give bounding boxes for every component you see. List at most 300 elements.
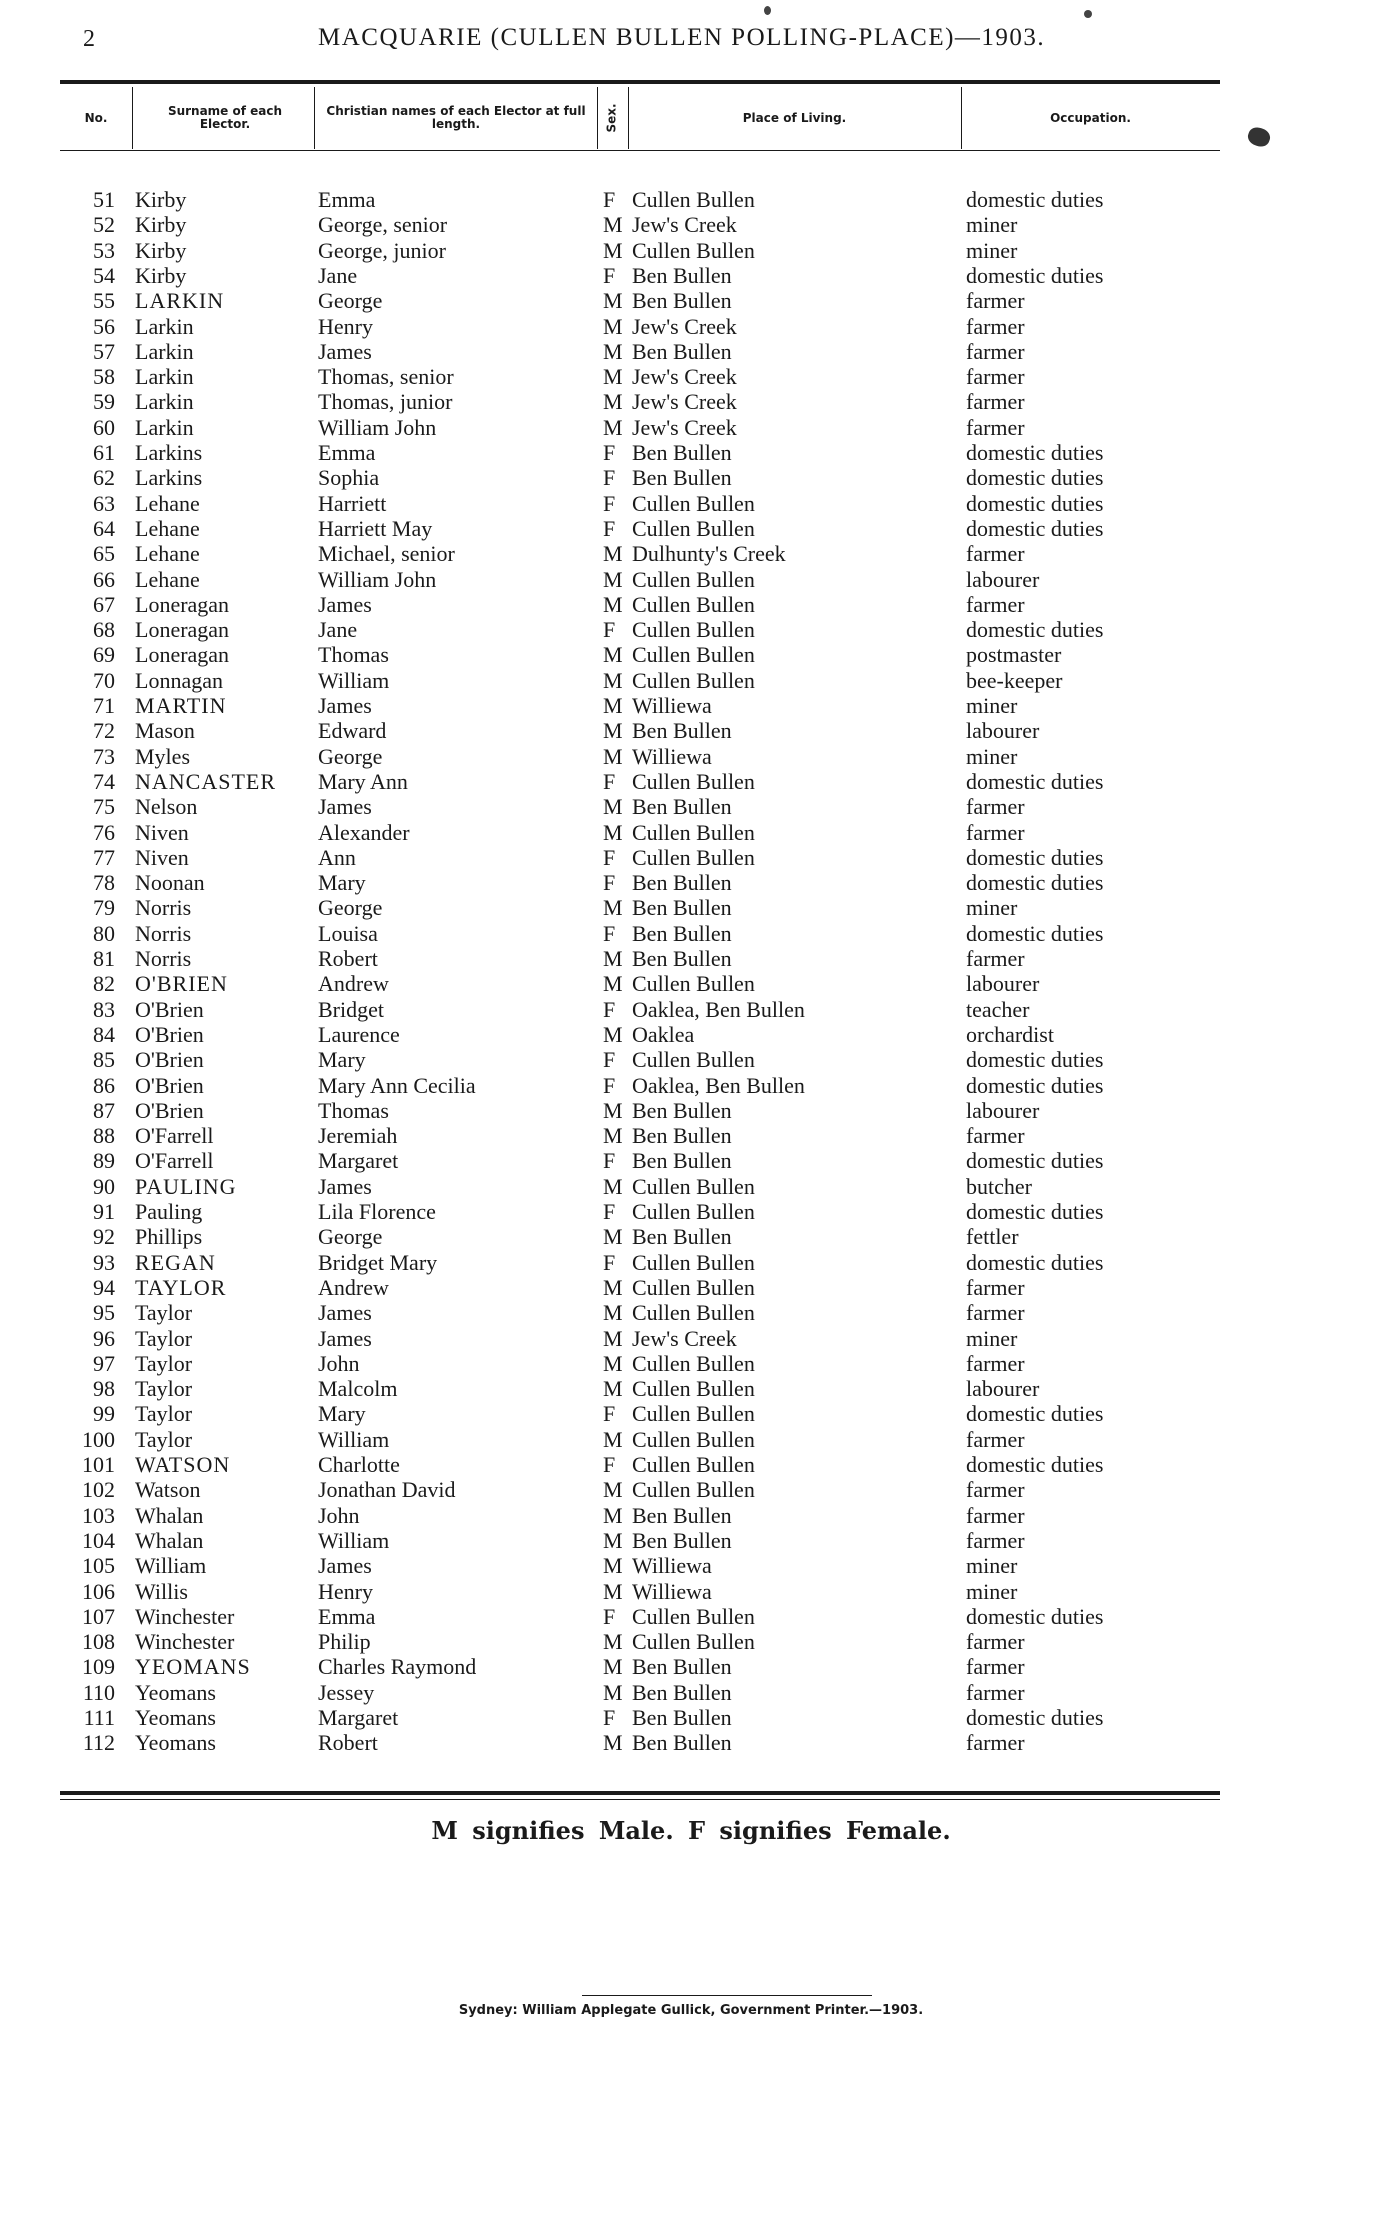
printer-imprint: Sydney: William Applegate Gullick, Government Printer.—1903. bbox=[458, 2003, 924, 2018]
elector-surname: O'Brien bbox=[135, 1021, 204, 1047]
elector-surname: Larkins bbox=[135, 465, 203, 491]
elector-surname: O'BRIEN bbox=[135, 971, 228, 997]
elector-sex: F bbox=[603, 1249, 616, 1275]
table-bottom-rule bbox=[60, 1791, 1220, 1795]
elector-sex: F bbox=[603, 262, 616, 288]
elector-number: 78 bbox=[93, 870, 115, 896]
ink-speck bbox=[1246, 125, 1273, 149]
elector-place: Williewa bbox=[632, 743, 712, 769]
elector-sex: F bbox=[603, 996, 616, 1022]
elector-number: 79 bbox=[93, 895, 115, 921]
elector-occupation: postmaster bbox=[966, 642, 1062, 668]
elector-place: Williewa bbox=[632, 1578, 712, 1604]
elector-surname: Larkin bbox=[135, 414, 194, 440]
elector-row bbox=[0, 1730, 1382, 1755]
elector-christian-names: Thomas bbox=[318, 642, 389, 668]
elector-place: Williewa bbox=[632, 693, 712, 718]
elector-sex: M bbox=[603, 1300, 623, 1326]
elector-surname: Taylor bbox=[135, 1300, 193, 1326]
elector-number: 63 bbox=[93, 490, 115, 516]
elector-sex: M bbox=[603, 642, 623, 668]
elector-place: Cullen Bullen bbox=[632, 971, 755, 997]
elector-number: 57 bbox=[93, 338, 115, 364]
elector-occupation: domestic duties bbox=[966, 1705, 1104, 1730]
elector-row bbox=[0, 238, 1382, 263]
elector-christian-names: James bbox=[318, 1553, 372, 1579]
elector-place: Ben Bullen bbox=[632, 288, 732, 314]
elector-row bbox=[0, 389, 1382, 414]
elector-surname: LARKIN bbox=[135, 288, 225, 314]
elector-row bbox=[0, 364, 1382, 389]
column-header-surname: Surname of each Elector. bbox=[167, 104, 283, 131]
elector-row bbox=[0, 212, 1382, 237]
elector-occupation: butcher bbox=[966, 1173, 1032, 1199]
elector-occupation: miner bbox=[966, 743, 1018, 769]
elector-number: 55 bbox=[93, 288, 115, 314]
elector-number: 106 bbox=[82, 1578, 115, 1604]
elector-row bbox=[0, 1629, 1382, 1654]
elector-place: Ben Bullen bbox=[632, 1705, 732, 1730]
elector-row bbox=[0, 1553, 1382, 1578]
elector-row bbox=[0, 1275, 1382, 1300]
elector-sex: F bbox=[603, 617, 616, 643]
elector-number: 73 bbox=[93, 743, 115, 769]
elector-row bbox=[0, 1680, 1382, 1705]
elector-occupation: domestic duties bbox=[966, 1047, 1104, 1073]
elector-place: Ben Bullen bbox=[632, 1123, 732, 1149]
elector-occupation: labourer bbox=[966, 1376, 1040, 1402]
elector-occupation: farmer bbox=[966, 1629, 1025, 1655]
elector-occupation: farmer bbox=[966, 1350, 1025, 1376]
elector-occupation: domestic duties bbox=[966, 1452, 1104, 1477]
elector-place: Jew's Creek bbox=[632, 389, 737, 415]
elector-number: 82 bbox=[93, 971, 115, 997]
elector-surname: PAULING bbox=[135, 1173, 237, 1199]
ink-speck bbox=[1084, 10, 1092, 18]
elector-occupation: domestic duties bbox=[966, 440, 1104, 465]
elector-place: Oaklea, Ben Bullen bbox=[632, 1072, 805, 1098]
elector-occupation: miner bbox=[966, 895, 1018, 921]
elector-row bbox=[0, 1250, 1382, 1275]
elector-surname: Niven bbox=[135, 819, 189, 845]
elector-place: Ben Bullen bbox=[632, 794, 732, 820]
elector-number: 101 bbox=[82, 1452, 115, 1477]
elector-sex: M bbox=[603, 1629, 623, 1655]
elector-number: 75 bbox=[93, 794, 115, 820]
elector-place: Cullen Bullen bbox=[632, 490, 755, 516]
elector-surname: Kirby bbox=[135, 187, 187, 212]
elector-number: 61 bbox=[93, 440, 115, 465]
elector-row bbox=[0, 187, 1382, 212]
elector-occupation: farmer bbox=[966, 1502, 1025, 1528]
elector-place: Cullen Bullen bbox=[632, 617, 755, 643]
elector-number: 92 bbox=[93, 1224, 115, 1250]
elector-number: 67 bbox=[93, 591, 115, 617]
elector-sex: F bbox=[603, 870, 616, 896]
elector-sex: F bbox=[603, 920, 616, 946]
elector-occupation: farmer bbox=[966, 338, 1025, 364]
elector-sex: M bbox=[603, 1654, 623, 1680]
elector-sex: F bbox=[603, 515, 616, 541]
elector-row bbox=[0, 1477, 1382, 1502]
elector-christian-names: Thomas bbox=[318, 1097, 389, 1123]
elector-row bbox=[0, 921, 1382, 946]
printer-rule bbox=[582, 1995, 872, 1996]
elector-sex: F bbox=[603, 1401, 616, 1427]
elector-place: Cullen Bullen bbox=[632, 1401, 755, 1427]
elector-christian-names: Emma bbox=[318, 1603, 376, 1629]
elector-christian-names: Edward bbox=[318, 718, 387, 744]
column-header-no: No. bbox=[84, 110, 108, 125]
elector-place: Cullen Bullen bbox=[632, 1350, 755, 1376]
elector-row bbox=[0, 820, 1382, 845]
elector-occupation: miner bbox=[966, 693, 1018, 718]
elector-occupation: domestic duties bbox=[966, 1148, 1104, 1174]
elector-number: 112 bbox=[82, 1730, 115, 1756]
elector-place: Cullen Bullen bbox=[632, 667, 755, 693]
column-header-sex-label: Sex. bbox=[605, 103, 619, 133]
elector-place: Cullen Bullen bbox=[632, 187, 755, 212]
elector-row bbox=[0, 339, 1382, 364]
elector-christian-names: Jeremiah bbox=[318, 1123, 398, 1149]
elector-number: 83 bbox=[93, 996, 115, 1022]
elector-sex: M bbox=[603, 1578, 623, 1604]
elector-surname: Niven bbox=[135, 844, 189, 870]
elector-christian-names: Henry bbox=[318, 313, 373, 339]
elector-place: Cullen Bullen bbox=[632, 642, 755, 668]
elector-occupation: labourer bbox=[966, 566, 1040, 592]
elector-place: Cullen Bullen bbox=[632, 819, 755, 845]
elector-christian-names: Harriett bbox=[318, 490, 387, 516]
elector-row bbox=[0, 845, 1382, 870]
elector-number: 108 bbox=[82, 1629, 115, 1655]
elector-christian-names: Harriett May bbox=[318, 515, 433, 541]
elector-christian-names: George bbox=[318, 895, 383, 921]
elector-christian-names: James bbox=[318, 1300, 372, 1326]
elector-christian-names: Jane bbox=[318, 262, 358, 288]
elector-sex: F bbox=[603, 1705, 616, 1730]
elector-place: Ben Bullen bbox=[632, 946, 732, 971]
elector-christian-names: William bbox=[318, 1426, 390, 1452]
elector-occupation: farmer bbox=[966, 541, 1025, 567]
elector-surname: Norris bbox=[135, 946, 192, 971]
elector-christian-names: George bbox=[318, 743, 383, 769]
elector-row bbox=[0, 744, 1382, 769]
header-bottom-rule bbox=[60, 150, 1220, 151]
elector-row bbox=[0, 1654, 1382, 1679]
elector-sex: F bbox=[603, 1603, 616, 1629]
elector-occupation: farmer bbox=[966, 1730, 1025, 1756]
elector-occupation: teacher bbox=[966, 996, 1030, 1022]
elector-row bbox=[0, 1098, 1382, 1123]
elector-number: 111 bbox=[83, 1705, 115, 1730]
elector-occupation: farmer bbox=[966, 313, 1025, 339]
elector-christian-names: Mary bbox=[318, 1401, 366, 1427]
elector-number: 98 bbox=[93, 1376, 115, 1402]
elector-row bbox=[0, 314, 1382, 339]
elector-number: 56 bbox=[93, 313, 115, 339]
elector-row bbox=[0, 1452, 1382, 1477]
elector-place: Ben Bullen bbox=[632, 895, 732, 921]
elector-sex: M bbox=[603, 541, 623, 567]
elector-christian-names: William John bbox=[318, 414, 437, 440]
elector-row bbox=[0, 1579, 1382, 1604]
elector-number: 94 bbox=[93, 1274, 115, 1300]
elector-number: 91 bbox=[93, 1199, 115, 1224]
elector-place: Jew's Creek bbox=[632, 313, 737, 339]
elector-number: 104 bbox=[82, 1527, 115, 1553]
elector-place: Cullen Bullen bbox=[632, 1173, 755, 1199]
elector-occupation: bee-keeper bbox=[966, 667, 1063, 693]
elector-christian-names: John bbox=[318, 1502, 360, 1528]
elector-row bbox=[0, 1401, 1382, 1426]
elector-surname: Lehane bbox=[135, 490, 200, 516]
elector-row bbox=[0, 1148, 1382, 1173]
elector-place: Jew's Creek bbox=[632, 1325, 737, 1351]
elector-number: 105 bbox=[82, 1553, 115, 1579]
elector-sex: M bbox=[603, 1274, 623, 1300]
elector-surname: O'Farrell bbox=[135, 1123, 214, 1149]
elector-christian-names: John bbox=[318, 1350, 360, 1376]
elector-surname: Norris bbox=[135, 895, 192, 921]
elector-row bbox=[0, 1503, 1382, 1528]
header-top-rule bbox=[60, 80, 1220, 84]
elector-sex: M bbox=[603, 313, 623, 339]
elector-number: 86 bbox=[93, 1072, 115, 1098]
elector-row bbox=[0, 1022, 1382, 1047]
elector-christian-names: Bridget Mary bbox=[318, 1249, 438, 1275]
elector-occupation: domestic duties bbox=[966, 1401, 1104, 1427]
elector-sex: M bbox=[603, 364, 623, 390]
elector-christian-names: Margaret bbox=[318, 1705, 399, 1730]
elector-number: 51 bbox=[93, 187, 115, 212]
elector-occupation: domestic duties bbox=[966, 465, 1104, 491]
elector-place: Cullen Bullen bbox=[632, 237, 755, 263]
table-bottom-rule-thin bbox=[60, 1799, 1220, 1800]
elector-number: 97 bbox=[93, 1350, 115, 1376]
elector-row bbox=[0, 1376, 1382, 1401]
column-divider bbox=[314, 87, 315, 149]
elector-surname: Kirby bbox=[135, 212, 187, 238]
elector-row bbox=[0, 1427, 1382, 1452]
elector-christian-names: Thomas, senior bbox=[318, 364, 454, 390]
elector-occupation: domestic duties bbox=[966, 844, 1104, 870]
elector-surname: Larkins bbox=[135, 440, 203, 465]
elector-surname: Whalan bbox=[135, 1502, 204, 1528]
elector-occupation: domestic duties bbox=[966, 1603, 1104, 1629]
elector-row bbox=[0, 1123, 1382, 1148]
elector-occupation: miner bbox=[966, 1325, 1018, 1351]
elector-sex: M bbox=[603, 1350, 623, 1376]
elector-christian-names: Louisa bbox=[318, 920, 378, 946]
elector-place: Cullen Bullen bbox=[632, 1603, 755, 1629]
elector-occupation: miner bbox=[966, 237, 1018, 263]
elector-occupation: fettler bbox=[966, 1224, 1019, 1250]
elector-number: 107 bbox=[82, 1603, 115, 1629]
elector-number: 90 bbox=[93, 1173, 115, 1199]
elector-sex: F bbox=[603, 1199, 616, 1224]
ink-speck bbox=[764, 6, 771, 15]
elector-occupation: farmer bbox=[966, 591, 1025, 617]
elector-place: Cullen Bullen bbox=[632, 591, 755, 617]
elector-christian-names: Mary Ann bbox=[318, 768, 408, 794]
elector-row bbox=[0, 1073, 1382, 1098]
elector-christian-names: George bbox=[318, 288, 383, 314]
elector-number: 99 bbox=[93, 1401, 115, 1427]
elector-christian-names: Margaret bbox=[318, 1148, 399, 1174]
elector-surname: WATSON bbox=[135, 1452, 231, 1477]
elector-sex: M bbox=[603, 743, 623, 769]
elector-surname: O'Brien bbox=[135, 996, 204, 1022]
elector-surname: Watson bbox=[135, 1477, 201, 1503]
elector-row bbox=[0, 415, 1382, 440]
elector-surname: William bbox=[135, 1553, 207, 1579]
elector-number: 70 bbox=[93, 667, 115, 693]
elector-christian-names: William John bbox=[318, 566, 437, 592]
elector-occupation: domestic duties bbox=[966, 262, 1104, 288]
elector-row bbox=[0, 642, 1382, 667]
elector-christian-names: Mary bbox=[318, 870, 366, 896]
elector-christian-names: Jane bbox=[318, 617, 358, 643]
elector-occupation: farmer bbox=[966, 946, 1025, 971]
elector-number: 52 bbox=[93, 212, 115, 238]
elector-christian-names: William bbox=[318, 1527, 390, 1553]
elector-sex: M bbox=[603, 1224, 623, 1250]
elector-surname: Yeomans bbox=[135, 1679, 216, 1705]
elector-christian-names: Ann bbox=[318, 844, 356, 870]
elector-christian-names: George, senior bbox=[318, 212, 448, 238]
elector-sex: M bbox=[603, 946, 623, 971]
elector-row bbox=[0, 440, 1382, 465]
elector-place: Ben Bullen bbox=[632, 465, 732, 491]
elector-number: 66 bbox=[93, 566, 115, 592]
elector-row bbox=[0, 491, 1382, 516]
elector-sex: M bbox=[603, 1553, 623, 1579]
elector-christian-names: Robert bbox=[318, 946, 378, 971]
elector-number: 76 bbox=[93, 819, 115, 845]
elector-christian-names: Bridget bbox=[318, 996, 384, 1022]
elector-christian-names: Jonathan David bbox=[318, 1477, 456, 1503]
elector-surname: Lehane bbox=[135, 541, 200, 567]
elector-row bbox=[0, 1705, 1382, 1730]
elector-surname: Whalan bbox=[135, 1527, 204, 1553]
elector-occupation: domestic duties bbox=[966, 870, 1104, 896]
elector-place: Cullen Bullen bbox=[632, 1300, 755, 1326]
elector-row bbox=[0, 592, 1382, 617]
elector-sex: M bbox=[603, 1376, 623, 1402]
elector-christian-names: Charlotte bbox=[318, 1452, 400, 1477]
elector-occupation: labourer bbox=[966, 718, 1040, 744]
elector-place: Williewa bbox=[632, 1553, 712, 1579]
elector-surname: Kirby bbox=[135, 237, 187, 263]
elector-number: 80 bbox=[93, 920, 115, 946]
elector-sex: M bbox=[603, 389, 623, 415]
elector-occupation: labourer bbox=[966, 971, 1040, 997]
elector-place: Cullen Bullen bbox=[632, 844, 755, 870]
elector-surname: YEOMANS bbox=[135, 1654, 251, 1680]
elector-number: 109 bbox=[82, 1654, 115, 1680]
elector-sex: M bbox=[603, 819, 623, 845]
elector-place: Jew's Creek bbox=[632, 364, 737, 390]
elector-sex: M bbox=[603, 1021, 623, 1047]
elector-sex: F bbox=[603, 440, 616, 465]
elector-number: 68 bbox=[93, 617, 115, 643]
elector-place: Cullen Bullen bbox=[632, 1047, 755, 1073]
elector-sex: M bbox=[603, 1123, 623, 1149]
elector-row bbox=[0, 1224, 1382, 1249]
elector-place: Ben Bullen bbox=[632, 262, 732, 288]
elector-occupation: domestic duties bbox=[966, 1199, 1104, 1224]
elector-place: Ben Bullen bbox=[632, 870, 732, 896]
elector-number: 103 bbox=[82, 1502, 115, 1528]
elector-christian-names: Mary Ann Cecilia bbox=[318, 1072, 476, 1098]
elector-number: 96 bbox=[93, 1325, 115, 1351]
elector-number: 95 bbox=[93, 1300, 115, 1326]
elector-surname: O'Brien bbox=[135, 1072, 204, 1098]
page-number: 2 bbox=[83, 26, 95, 52]
elector-occupation: domestic duties bbox=[966, 920, 1104, 946]
elector-place: Cullen Bullen bbox=[632, 1249, 755, 1275]
elector-occupation: domestic duties bbox=[966, 515, 1104, 541]
elector-number: 72 bbox=[93, 718, 115, 744]
elector-occupation: farmer bbox=[966, 1679, 1025, 1705]
elector-row bbox=[0, 1604, 1382, 1629]
elector-christian-names: Philip bbox=[318, 1629, 371, 1655]
elector-row bbox=[0, 1528, 1382, 1553]
elector-occupation: labourer bbox=[966, 1097, 1040, 1123]
elector-row bbox=[0, 465, 1382, 490]
elector-number: 89 bbox=[93, 1148, 115, 1174]
elector-place: Cullen Bullen bbox=[632, 1274, 755, 1300]
elector-place: Cullen Bullen bbox=[632, 1426, 755, 1452]
column-divider bbox=[132, 87, 133, 149]
elector-surname: Pauling bbox=[135, 1199, 203, 1224]
elector-surname: Taylor bbox=[135, 1426, 193, 1452]
elector-christian-names: Andrew bbox=[318, 971, 389, 997]
elector-sex: M bbox=[603, 1527, 623, 1553]
elector-sex: M bbox=[603, 1477, 623, 1503]
elector-row bbox=[0, 870, 1382, 895]
elector-sex: M bbox=[603, 1097, 623, 1123]
elector-christian-names: Alexander bbox=[318, 819, 410, 845]
elector-christian-names: Thomas, junior bbox=[318, 389, 453, 415]
elector-place: Dulhunty's Creek bbox=[632, 541, 786, 567]
elector-surname: Noonan bbox=[135, 870, 205, 896]
elector-occupation: domestic duties bbox=[966, 617, 1104, 643]
elector-sex: M bbox=[603, 1426, 623, 1452]
elector-occupation: farmer bbox=[966, 1654, 1025, 1680]
elector-place: Ben Bullen bbox=[632, 1527, 732, 1553]
elector-row bbox=[0, 971, 1382, 996]
elector-surname: Lehane bbox=[135, 515, 200, 541]
elector-occupation: farmer bbox=[966, 794, 1025, 820]
elector-sex: F bbox=[603, 1148, 616, 1174]
elector-surname: REGAN bbox=[135, 1249, 216, 1275]
elector-christian-names: Emma bbox=[318, 440, 376, 465]
elector-occupation: farmer bbox=[966, 1477, 1025, 1503]
elector-occupation: farmer bbox=[966, 1123, 1025, 1149]
elector-row bbox=[0, 946, 1382, 971]
elector-number: 93 bbox=[93, 1249, 115, 1275]
elector-sex: F bbox=[603, 1072, 616, 1098]
elector-occupation: farmer bbox=[966, 1274, 1025, 1300]
elector-number: 60 bbox=[93, 414, 115, 440]
elector-sex: M bbox=[603, 971, 623, 997]
elector-place: Ben Bullen bbox=[632, 1148, 732, 1174]
elector-surname: Lonnagan bbox=[135, 667, 223, 693]
elector-number: 64 bbox=[93, 515, 115, 541]
elector-sex: F bbox=[603, 465, 616, 491]
